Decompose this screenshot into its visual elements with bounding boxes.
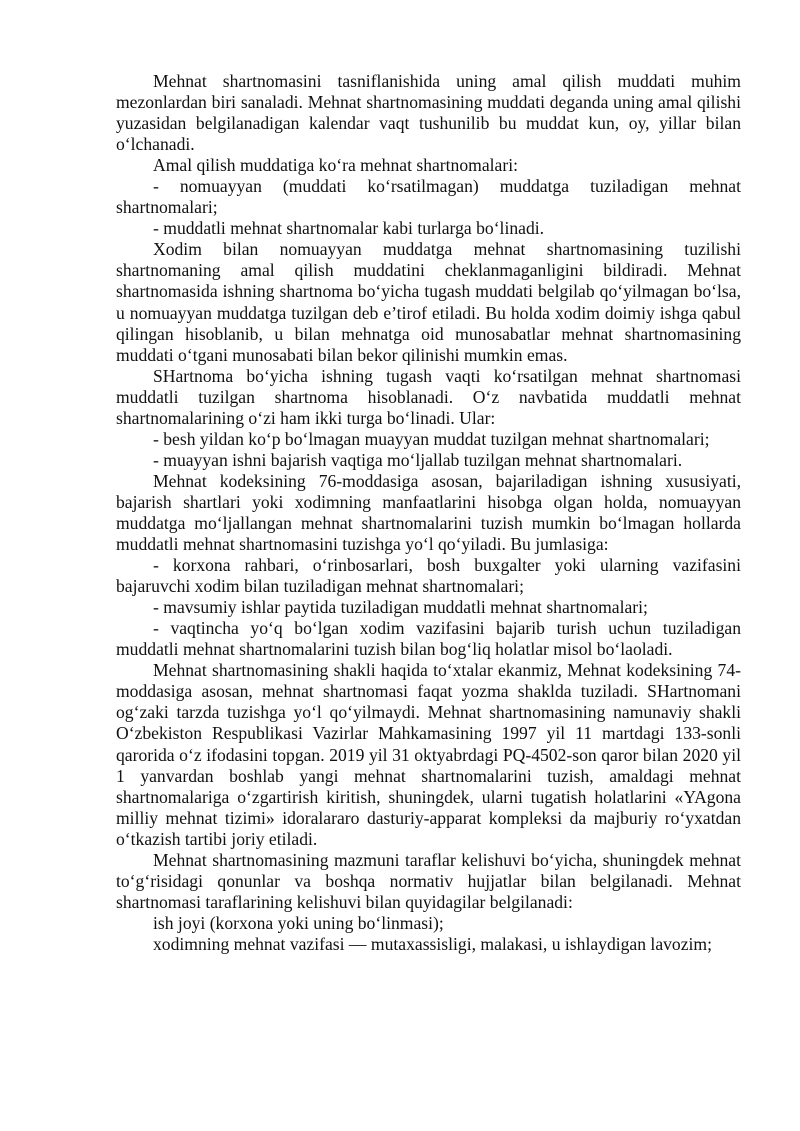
paragraph-indefinite-contract: Xodim bilan nomuayyan muddatga mehnat shartnomasining tuzilishi shartnomaning amal qilish muddatini cheklanmaganligini bildiradi. Mehnat shartnomasida ishning shartnoma bo‘yicha tugash muddati belgilab qo‘yilmagan bo‘lsa, u nomuayyan muddatga tuzilgan deb e’tirof etiladi. Bu holda xodim doimiy ishga qabul qilingan hisoblanib, u bilan mehnatga oid munosabatlar mehnat shartnomasining muddati o‘tgani munosabati bilan bekor qilinishi mumkin emas. (116, 239, 741, 365)
list-item-seasonal: - mavsumiy ishlar paytida tuziladigan muddatli mehnat shartnomalari; (153, 597, 648, 618)
list-item-indefinite-term: - nomuayyan (muddati ko‘rsatilmagan) muddatga tuziladigan mehnat shartnomalari; (116, 176, 741, 218)
list-item-management: - korxona rahbari, o‘rinbosarlari, bosh buxgalter yoki ularning vazifasini bajaruvchi xodim bilan tuziladigan mehnat shartnomalari; (116, 555, 741, 597)
paragraph-1: Mehnat shartnomasini tasniflanishida uning amal qilish muddati muhim mezonlardan biri sanaladi. Mehnat shartnomasining muddati deganda uning amal qilishi yuzasidan belgilanadigan kalendar vaqt tushunilib bu muddat kun, oy, yillar bilan o‘lchanadi. (116, 71, 741, 155)
list-item-job-function: xodimning mehnat vazifasi — mutaxassisligi, malakasi, u ishlaydigan lavozim; (153, 933, 712, 954)
document-page (116, 71, 741, 955)
list-item-specific-work: - muayyan ishni bajarish vaqtiga mo‘ljallab tuzilgan mehnat shartnomalari. (153, 449, 683, 470)
list-item-temporary: - vaqtincha yo‘q bo‘lgan xodim vazifasini bajarib turish uchun tuziladigan muddatli mehnat shartnomalarini tuzish bilan bog‘liq holatlar misol bo‘laoladi. (116, 618, 741, 660)
paragraph-contract-form: Mehnat shartnomasining shakli haqida to‘xtalar ekanmiz, Mehnat kodeksining 74-moddasiga asosan, mehnat shartnomasi faqat yozma shaklda tuziladi. SHartnomani og‘zaki tarzda tuzishga yo‘l qo‘yilmaydi. Mehnat shartnomasining namunaviy shakli O‘zbekiston Respublikasi Vazirlar Mahkamasining 1997 yil 11 martdagi 133-sonli qarorida o‘z ifodasini topgan. 2019 yil 31 oktyabrdagi PQ-4502-son qaror bilan 2020 yil 1 yanvardan boshlab yangi mehnat shartnomalarini tuzish, amaldagi mehnat shartnomalariga o‘zgartirish kiritish, shuningdek, ularni tugatish holatlarini «YAgona milliy mehnat tizimi» idoralararo dasturiy-apparat kompleksi da majburiy ro‘yxatdan o‘tkazish tartibi joriy etiladi. (116, 660, 741, 849)
list-item-fixed-term: - muddatli mehnat shartnomalar kabi turlarga bo‘linadi. (153, 218, 545, 239)
paragraph-contract-content: Mehnat shartnomasining mazmuni taraflar kelishuvi bo‘yicha, shuningdek mehnat to‘g‘risidagi qonunlar va boshqa normativ hujjatlar bilan belgilanadi. Mehnat shartnomasi taraflarining kelishuvi bilan quyidagilar belgilanadi: (116, 849, 741, 912)
paragraph-2: Amal qilish muddatiga ko‘ra mehnat shartnomalari: (153, 155, 518, 176)
paragraph-fixed-contract: SHartnoma bo‘yicha ishning tugash vaqti ko‘rsatilgan mehnat shartnomasi muddatli tuzilgan shartnoma hisoblanadi. O‘z navbatida muddatli mehnat shartnomalarining o‘zi ham ikki turga bo‘linadi. Ular: (116, 365, 741, 428)
paragraph-article-76: Mehnat kodeksining 76-moddasiga asosan, bajariladigan ishning xususiyati, bajarish shartlari yoki xodimning manfaatlarini hisobga olgan holda, nomuayyan muddatga mo‘ljallangan mehnat shartnomalarini tuzish mumkin bo‘lmagan hollarda muddatli mehnat shartnomasini tuzishga yo‘l qo‘yiladi. Bu jumlasiga: (116, 470, 741, 555)
list-item-workplace: ish joyi (korxona yoki uning bo‘linmasi); (153, 912, 444, 933)
list-item-five-years: - besh yildan ko‘p bo‘lmagan muayyan muddat tuzilgan mehnat shartnomalari; (153, 428, 710, 449)
